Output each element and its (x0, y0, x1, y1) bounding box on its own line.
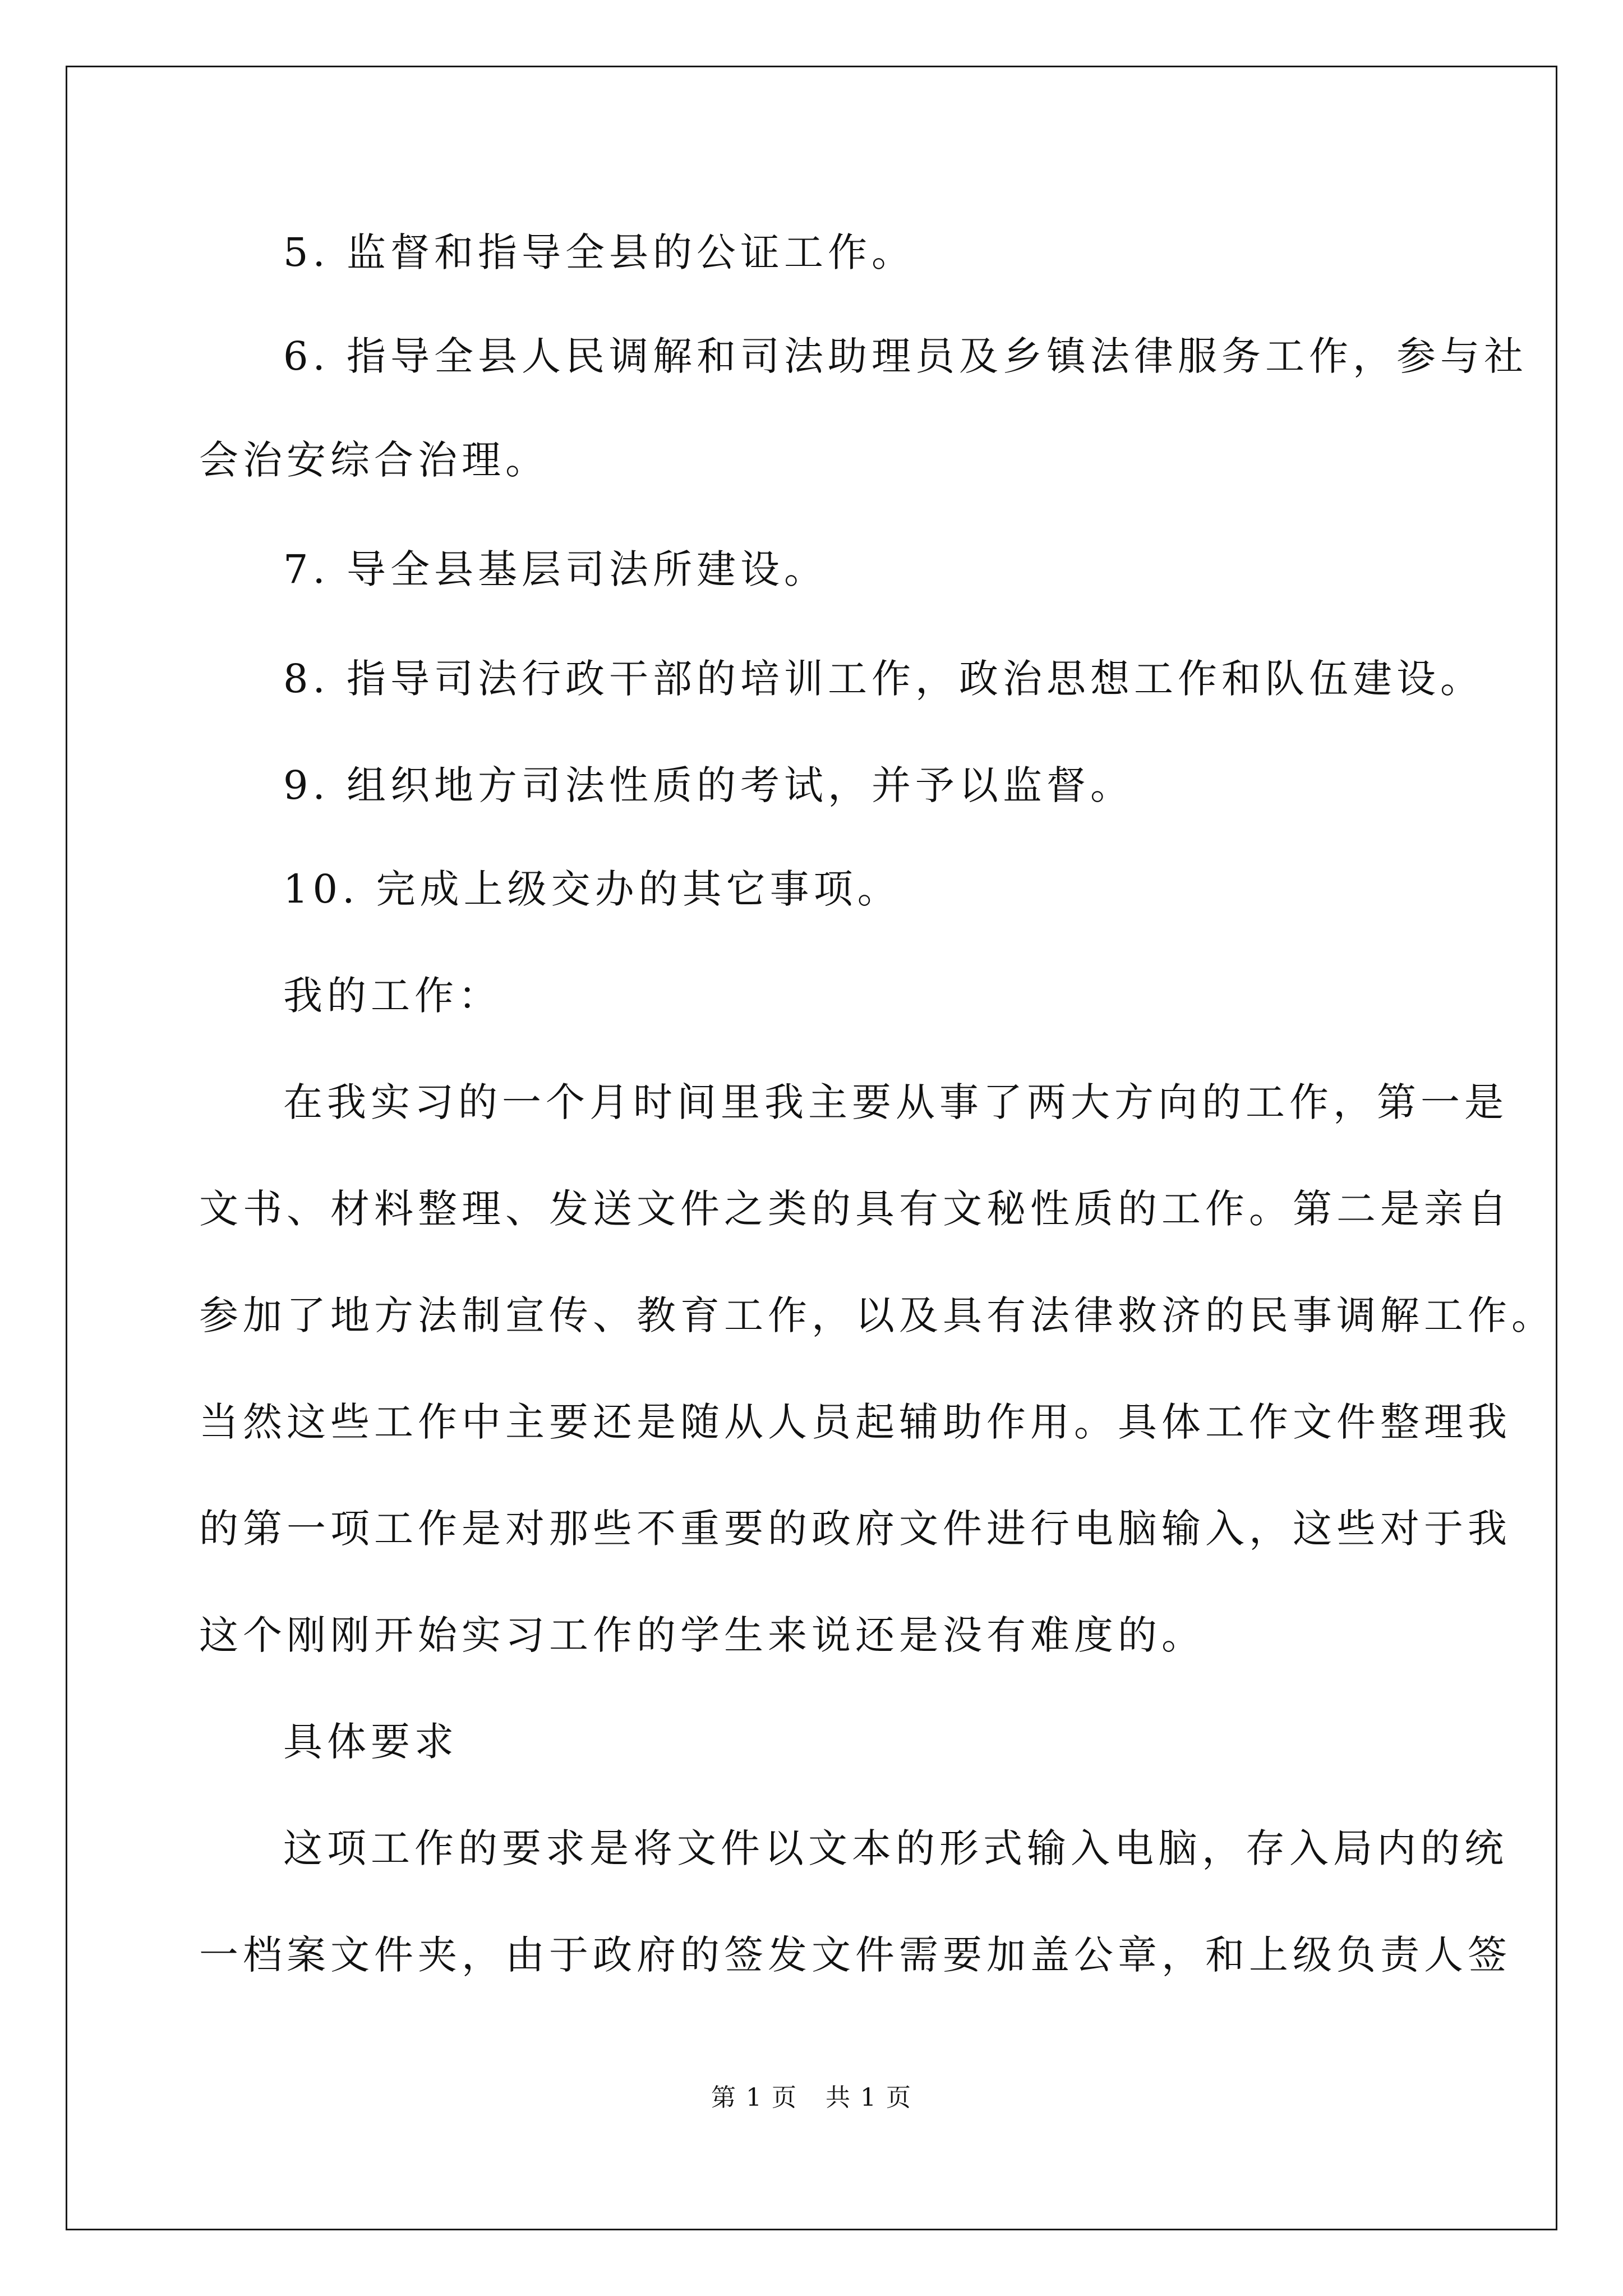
list-item-8: 8. 指导司法行政干部的培训工作，政治思想工作和队伍建设。 (283, 656, 1484, 702)
page-border (66, 66, 1557, 2230)
list-item-6: 6. 指导全县人民调解和司法助理员及乡镇法律服务工作，参与社 (283, 333, 1528, 379)
list-item-10: 10. 完成上级交办的其它事项。 (283, 866, 901, 912)
paragraph-line: 当然这些工作中主要还是随从人员起辅助作用。具体工作文件整理我 (199, 1399, 1511, 1445)
list-item-5: 5. 监督和指导全县的公证工作。 (283, 229, 916, 275)
list-item-9: 9. 组织地方司法性质的考试，并予以监督。 (283, 762, 1135, 808)
paragraph-line: 这个刚刚开始实习工作的学生来说还是没有难度的。 (199, 1612, 1205, 1658)
section-heading-requirements: 具体要求 (283, 1719, 458, 1765)
paragraph-line: 一档案文件夹，由于政府的签发文件需要加盖公章，和上级负责人签 (199, 1932, 1511, 1978)
page-number: 第 1 页 (711, 2083, 797, 2112)
section-heading-my-work: 我的工作： (283, 973, 502, 1019)
page-total: 共 1 页 (826, 2083, 912, 2112)
paragraph-line: 参加了地方法制宣传、教育工作，以及具有法律救济的民事调解工作。 (199, 1292, 1555, 1338)
page-footer (0, 2081, 1623, 2115)
list-item-6-continued: 会治安综合治理。 (199, 437, 549, 483)
paragraph-line: 文书、材料整理、发送文件之类的具有文秘性质的工作。第二是亲自 (199, 1186, 1511, 1232)
paragraph-line: 这项工作的要求是将文件以文本的形式输入电脑，存入局内的统 (283, 1825, 1508, 1871)
paragraph-line: 的第一项工作是对那些不重要的政府文件进行电脑输入，这些对于我 (199, 1506, 1511, 1552)
list-item-7: 7. 导全县基层司法所建设。 (283, 546, 828, 592)
paragraph-line: 在我实习的一个月时间里我主要从事了两大方向的工作，第一是 (283, 1079, 1508, 1125)
